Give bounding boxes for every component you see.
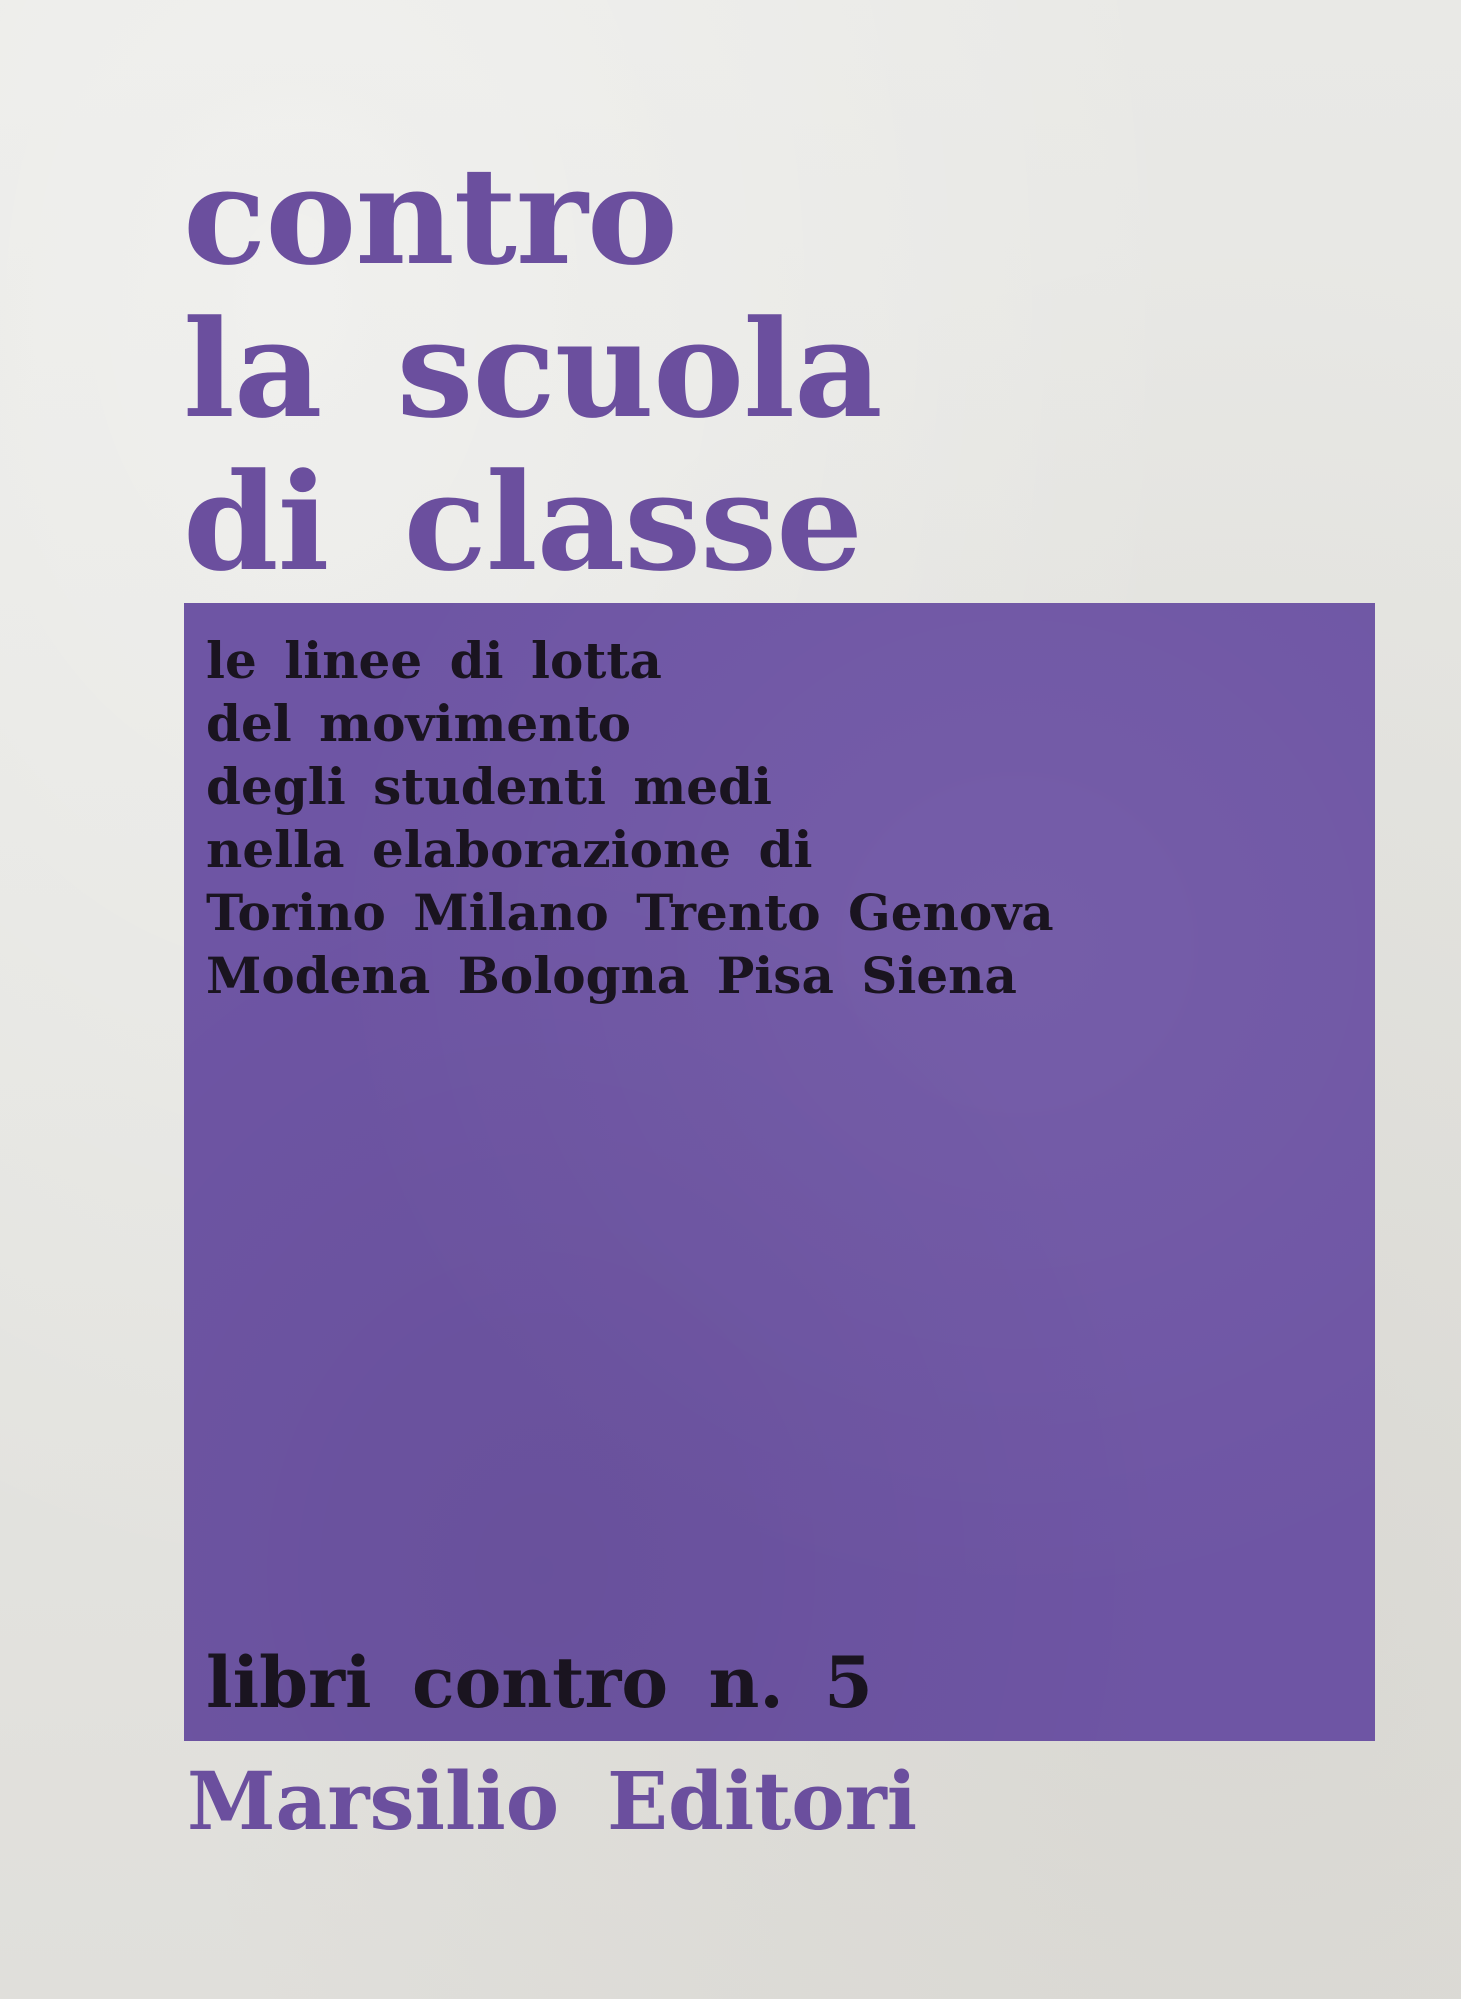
purple-panel	[184, 603, 1375, 1741]
book-subtitle	[206, 629, 1054, 1007]
publisher-name: Marsilio Editori	[187, 1754, 918, 1848]
book-title	[183, 137, 882, 601]
subtitle-line-3: degli studenti medi	[206, 757, 773, 816]
subtitle-line-1: le linee di lotta	[206, 631, 662, 690]
title-line-1: contro	[183, 137, 677, 295]
subtitle-line-2: del movimento	[206, 694, 631, 753]
series-label: libri contro n. 5	[206, 1641, 873, 1724]
title-line-2: la scuola	[183, 290, 882, 448]
subtitle-line-4: nella elaborazione di	[206, 820, 813, 879]
subtitle-line-6: Modena Bologna Pisa Siena	[206, 946, 1017, 1005]
subtitle-line-5: Torino Milano Trento Genova	[206, 883, 1054, 942]
title-line-3: di classe	[183, 443, 863, 601]
